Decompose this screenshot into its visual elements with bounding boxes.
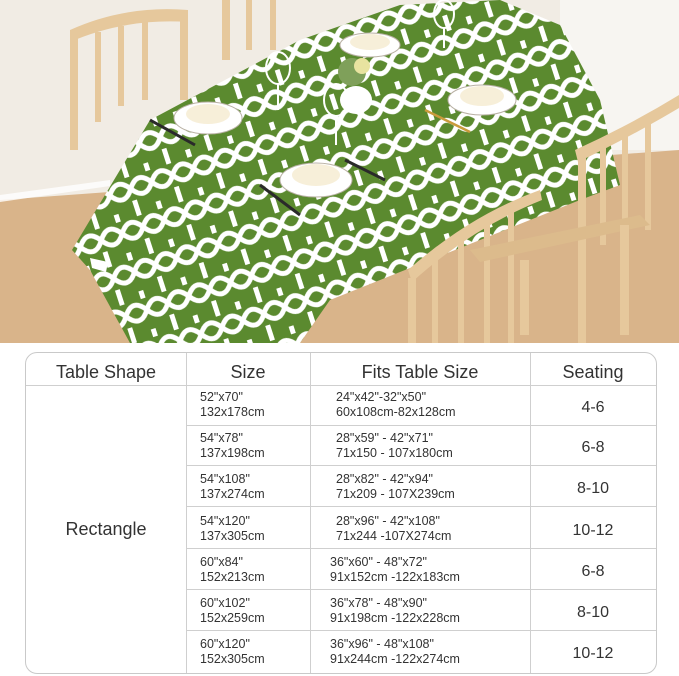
fit-cm: 71x244 -107X274cm <box>336 529 452 543</box>
header-table-shape: Table Shape <box>55 362 157 382</box>
fit-cm: 71x209 - 107X239cm <box>336 487 455 501</box>
table-row <box>186 590 656 630</box>
seating-value: 6-8 <box>581 563 605 580</box>
fit-inches: 36"x96" - 48"x108" <box>330 637 434 651</box>
fit-cm: 91x244cm -122x274cm <box>330 652 460 666</box>
size-cm: 152x305cm <box>200 652 265 666</box>
size-inches: 60"x84" <box>200 555 243 569</box>
table-row <box>186 549 656 589</box>
table-row <box>186 631 656 673</box>
size-inches: 54"x108" <box>200 472 250 486</box>
size-cm: 137x305cm <box>200 529 265 543</box>
shape-cell: Rectangle <box>65 519 147 539</box>
seating-value: 4-6 <box>581 399 605 416</box>
header-size: Size <box>230 362 266 382</box>
header-seating: Seating <box>562 362 624 382</box>
fit-inches: 28"x59" - 42"x71" <box>336 431 433 445</box>
size-inches: 54"x120" <box>200 514 250 528</box>
size-inches: 54"x78" <box>200 431 243 445</box>
table-row <box>186 426 656 465</box>
fit-cm: 91x198cm -122x228cm <box>330 611 460 625</box>
fit-inches: 28"x82" - 42"x94" <box>336 472 433 486</box>
size-inches: 60"x120" <box>200 637 250 651</box>
size-inches: 52"x70" <box>200 390 243 404</box>
seating-value: 8-10 <box>576 480 610 497</box>
fit-inches: 36"x78" - 48"x90" <box>330 596 427 610</box>
table-row <box>186 507 656 548</box>
size-inches: 60"x102" <box>200 596 250 610</box>
size-cm: 137x274cm <box>200 487 265 501</box>
fit-cm: 60x108cm-82x128cm <box>336 405 456 419</box>
header-fits-table-size: Fits Table Size <box>361 362 479 382</box>
size-cm: 152x213cm <box>200 570 265 584</box>
size-cm: 132x178cm <box>200 405 265 419</box>
fit-cm: 91x152cm -122x183cm <box>330 570 460 584</box>
size-cm: 137x198cm <box>200 446 265 460</box>
fit-cm: 71x150 - 107x180cm <box>336 446 453 460</box>
seating-value: 10-12 <box>572 522 614 539</box>
fit-inches: 36"x60" - 48"x72" <box>330 555 427 569</box>
size-cm: 152x259cm <box>200 611 265 625</box>
size-chart-table <box>25 352 657 674</box>
seating-value: 6-8 <box>581 439 605 456</box>
fit-inches: 24"x42"-32"x50" <box>336 390 427 404</box>
table-row <box>186 386 656 425</box>
seating-value: 10-12 <box>572 645 614 662</box>
seating-value: 8-10 <box>576 604 610 621</box>
fit-inches: 28"x96" - 42"x108" <box>336 514 440 528</box>
table-row <box>186 466 656 506</box>
